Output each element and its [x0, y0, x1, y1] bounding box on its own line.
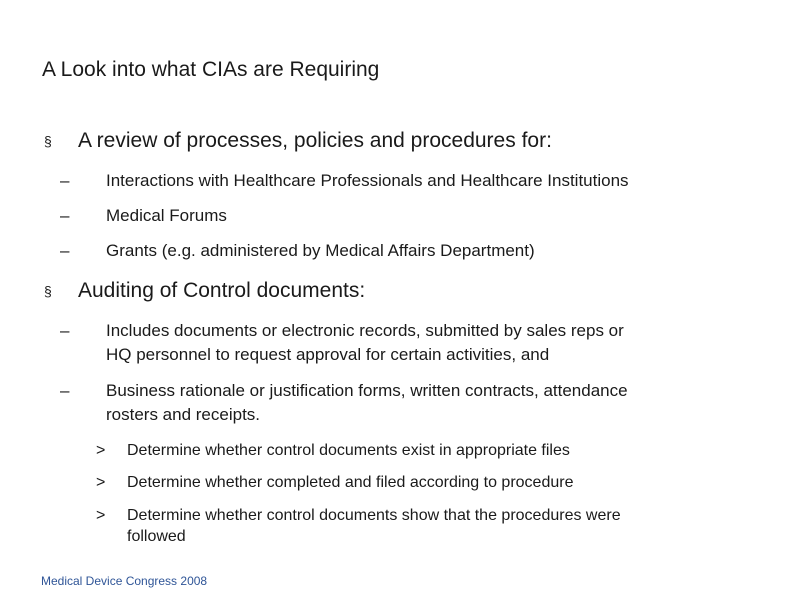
sub-bullet-text: [106, 379, 746, 427]
dash-bullet-icon: –: [60, 381, 70, 400]
detail-bullet-text: Determine whether control documents exist in appropriate files: [127, 442, 570, 459]
sub-bullet-text: [106, 319, 746, 367]
text-line: HQ personnel to request approval for certain activities, and: [106, 345, 550, 364]
text-line: followed: [127, 528, 186, 545]
dash-bullet-icon: –: [60, 206, 70, 225]
square-bullet-icon: §: [44, 133, 52, 149]
dash-bullet-icon: –: [60, 241, 70, 260]
detail-bullet-text: [127, 505, 727, 547]
sub-bullet-text: Interactions with Healthcare Professionals and Healthcare Institutions: [106, 171, 629, 190]
detail-bullet-text: Determine whether completed and filed according to procedure: [127, 474, 574, 491]
slide-title: A Look into what CIAs are Requiring: [42, 58, 380, 81]
dash-bullet-icon: –: [60, 171, 70, 190]
arrow-bullet-icon: >: [96, 442, 106, 459]
text-line: Business rationale or justification forms, written contracts, attendance: [106, 381, 628, 400]
text-line: Determine whether control documents show that the procedures were: [127, 507, 621, 524]
arrow-bullet-icon: >: [96, 474, 106, 491]
footer-text: Medical Device Congress 2008: [41, 574, 208, 588]
sub-bullet-text: Medical Forums: [106, 206, 227, 225]
dash-bullet-icon: –: [60, 321, 70, 340]
sub-bullet-text: Grants (e.g. administered by Medical Affairs Department): [106, 241, 535, 260]
square-bullet-icon: §: [44, 283, 52, 299]
bullet-text: A review of processes, policies and procedures for:: [78, 129, 552, 152]
text-line: Includes documents or electronic records, submitted by sales reps or: [106, 321, 624, 340]
text-line: rosters and receipts.: [106, 405, 261, 424]
arrow-bullet-icon: >: [96, 507, 106, 524]
bullet-text: Auditing of Control documents:: [78, 279, 366, 302]
